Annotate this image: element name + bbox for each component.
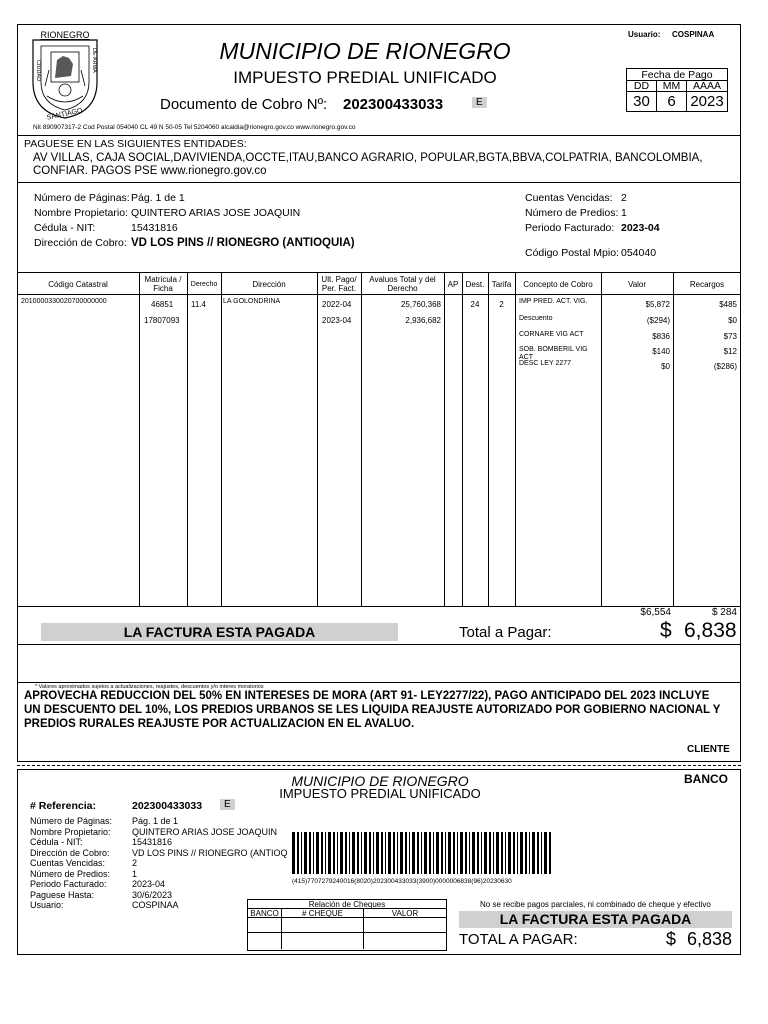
barcode-bar xyxy=(513,832,515,874)
barcode-bar xyxy=(537,832,539,874)
barcode-bar xyxy=(505,832,506,874)
barcode-bar xyxy=(385,832,386,874)
concept-surcharge: $0 xyxy=(728,316,737,325)
doc-badge: E xyxy=(472,97,487,108)
concept-value: $5,872 xyxy=(645,300,670,309)
barcode-bar xyxy=(373,832,374,874)
barcode-bar xyxy=(393,832,395,874)
concept-value: $836 xyxy=(652,332,670,341)
stub-value: VD LOS PINS // RIONEGRO (ANTIOQ xyxy=(132,847,288,858)
barcode-bar xyxy=(445,832,446,874)
stub-ref-label: # Referencia: xyxy=(30,800,96,812)
doc-number-label: Documento de Cobro Nº: xyxy=(160,96,328,113)
cell-matricula: 46851 xyxy=(151,300,174,309)
info-line: Nit 890907317-2 Cod Postal 054040 CL 49 N 50-05 Tel 5204060 alcaldia@rionegro.gov.co www.rionegro.gov.co xyxy=(33,124,356,131)
stub-label: Cuentas Vencidas: xyxy=(30,858,106,868)
seal-right-text: DE ARMA xyxy=(91,48,97,73)
concept-surcharge: $73 xyxy=(723,332,737,341)
barcode-bar xyxy=(340,832,343,874)
rionegro-seal-logo xyxy=(27,30,103,122)
account-labels xyxy=(525,191,619,261)
barcode-bar xyxy=(477,832,479,874)
checks-header-number: # CHEQUE xyxy=(282,909,364,917)
cell-catastral: 2010000330020700000000 xyxy=(21,298,107,305)
checks-title: Relación de Cheques xyxy=(248,900,446,909)
barcode-bar xyxy=(469,832,470,874)
barcode-bar xyxy=(489,832,491,874)
cell-avaluo-2: 2,936,682 xyxy=(405,316,441,325)
barcode-bar xyxy=(417,832,419,874)
owner-labels xyxy=(34,191,130,251)
barcode-bar xyxy=(541,832,542,874)
stub-value: 2 xyxy=(132,858,138,868)
payment-barcode xyxy=(292,832,554,874)
stub-value: QUINTERO ARIAS JOSE JOAQUIN xyxy=(132,826,278,837)
concept-surcharge: ($286) xyxy=(713,362,737,371)
cell-direccion: LA GOLONDRINA xyxy=(223,298,281,305)
period-value: 2023-04 xyxy=(621,222,660,234)
barcode-bar xyxy=(388,832,391,874)
barcode-bar xyxy=(472,832,475,874)
barcode-bar xyxy=(364,832,367,874)
checks-header-value: VALOR xyxy=(391,909,419,918)
total-surcharge: $ 284 xyxy=(711,607,737,618)
col-header-catastral: Código Catastral xyxy=(48,280,108,289)
stub-label: Número de Páginas: xyxy=(30,816,113,826)
payment-date-label: Fecha de Pago xyxy=(627,69,727,81)
dd-value: 30 xyxy=(627,92,657,111)
notice-text: APROVECHA REDUCCION DEL 50% EN INTERESES DE MORA (ART 91- LEY2277/22), PAGO ANTICIPADO DEL 2023 INCLUYE UN DESCUENTO DEL 10%, LOS PREDIOS URBANOS SE LES LIQUIDA REAJUSTE AUTORIZADO POR GOBIERNO NACIONAL Y PREDIOS RURALES REAJUSTE POR ACTUALIZACION EN EL AVALUO. xyxy=(24,690,721,730)
concept-name: CORNARE VIG ACT xyxy=(519,331,584,338)
cell-derecho: 11.4 xyxy=(191,300,206,309)
barcode-bar xyxy=(328,832,331,874)
concept-value: ($294) xyxy=(646,316,670,325)
overdue-label: Cuentas Vencidas: xyxy=(525,192,613,204)
total-currency: $ xyxy=(660,619,672,642)
stub-ref-badge: E xyxy=(220,799,235,810)
stub-value: 15431816 xyxy=(132,837,173,847)
barcode-bar xyxy=(369,832,371,874)
stub-label: Cédula - NIT: xyxy=(30,837,83,847)
barcode-bar xyxy=(520,832,523,874)
owner-id-label: Cédula - NIT: xyxy=(34,222,96,234)
checks-table xyxy=(247,899,447,951)
barcode-bar xyxy=(501,832,503,874)
cell-period-2: 2023-04 xyxy=(322,316,352,325)
barcode-bar xyxy=(349,832,350,874)
account-values xyxy=(621,191,660,261)
stub-labels xyxy=(30,816,112,911)
user-label: Usuario: xyxy=(628,30,661,39)
barcode-bar xyxy=(433,832,434,874)
postal-label: Código Postal Mpio: xyxy=(525,247,619,259)
owner-name-label: Nombre Propietario: xyxy=(34,207,128,219)
address-label: Dirección de Cobro: xyxy=(34,237,127,249)
copy-label-bank: BANCO xyxy=(684,772,728,786)
concept-name: Descuento xyxy=(519,315,553,322)
stub-total-amount: 6,838 xyxy=(687,929,733,949)
stub-municipality: MUNICIPIO DE RIONEGRO xyxy=(291,773,469,789)
address-value: VD LOS PINS // RIONEGRO (ANTIOQUIA) xyxy=(131,237,355,249)
period-label: Periodo Facturado: xyxy=(525,222,615,234)
barcode-bar xyxy=(337,832,338,874)
barcode-bar xyxy=(421,832,422,874)
col-header-recargos: Recargos xyxy=(689,280,725,289)
barcode-bar xyxy=(325,832,326,874)
seal-bottom-text: SANTIAGO xyxy=(46,107,84,122)
stub-value: 2023-04 xyxy=(132,879,166,889)
barcode-bar xyxy=(465,832,467,874)
owner-name: QUINTERO ARIAS JOSE JOAQUIN xyxy=(131,207,301,219)
dd-label: DD xyxy=(627,81,657,91)
yyyy-label: AAAA xyxy=(692,80,721,92)
col-header-concepto: Concepto de Cobro xyxy=(523,280,593,289)
barcode-bar xyxy=(484,832,487,874)
stub-value: COSPINAA xyxy=(132,900,179,910)
barcode-bar xyxy=(409,832,410,874)
stub-value: 1 xyxy=(132,868,138,879)
checks-header-bank: BANCO xyxy=(248,909,282,917)
col-header-matricula: Matricula / Ficha xyxy=(144,275,182,293)
postal-value: 054040 xyxy=(621,247,657,259)
concept-name: SOB. BOMBERIL VIG ACT xyxy=(519,346,588,361)
barcode-bar xyxy=(376,832,379,874)
entities-list-2: CONFIAR. PAGOS PSE www.rionegro.gov.co xyxy=(33,165,267,177)
barcode-bar xyxy=(436,832,439,874)
stub-total-currency: $ xyxy=(666,929,677,949)
cell-tarifa: 2 xyxy=(499,300,504,309)
stub-value: 30/6/2023 xyxy=(132,889,173,900)
barcode-bar xyxy=(345,832,347,874)
seal-left-text: CIUDAD xyxy=(35,60,41,82)
concept-name: DESC LEY 2277 xyxy=(519,360,572,367)
total-amount: 6,838 xyxy=(684,619,737,642)
barcode-bar xyxy=(412,832,415,874)
barcode-bar xyxy=(460,832,463,874)
barcode-bar xyxy=(508,832,511,874)
notice-small: * Valores aproximados sujetos a actualizaciones, reajustes, descuentos y/o interes moratorios xyxy=(35,684,264,690)
barcode-text: (415)7707279240016(8020)202300433033(3900)0000006838(96)20230630 xyxy=(292,878,512,885)
barcode-bar xyxy=(424,832,427,874)
barcode-bar xyxy=(313,832,314,874)
stub-label: Nombre Propietario: xyxy=(30,826,111,837)
mm-value: 6 xyxy=(657,92,687,111)
col-header-tarifa: Tarifa xyxy=(491,280,512,289)
barcode-bar xyxy=(496,832,499,874)
stub-tax-name: IMPUESTO PREDIAL UNIFICADO xyxy=(279,786,481,801)
col-header-derecho: Derecho xyxy=(190,281,218,288)
concept-surcharge: $12 xyxy=(723,347,737,356)
partial-payment-note: No se recibe pagos parciales, ni combinado de cheque y efectivo xyxy=(480,900,711,909)
owner-id: 15431816 xyxy=(131,222,178,234)
barcode-bar xyxy=(532,832,535,874)
user-value: COSPINAA xyxy=(672,30,715,39)
barcode-bar xyxy=(529,832,530,874)
entities-title: PAGUESE EN LAS SIGUIENTES ENTIDADES: xyxy=(24,138,247,150)
doc-number: 202300433033 xyxy=(343,96,444,113)
col-header-dest: Dest. xyxy=(465,280,485,289)
barcode-bar xyxy=(309,832,311,874)
barcode-bar xyxy=(397,832,398,874)
barcode-bar xyxy=(400,832,403,874)
col-header-ap: AP xyxy=(447,280,459,289)
owner-values xyxy=(131,191,355,251)
barcode-bar xyxy=(493,832,494,874)
concept-surcharge: $485 xyxy=(719,300,737,309)
barcode-bar xyxy=(405,832,407,874)
cell-ficha: 17807093 xyxy=(144,316,180,325)
barcode-bar xyxy=(544,832,547,874)
entities-list: AV VILLAS, CAJA SOCIAL,DAVIVIENDA,OCCTE,ITAU,BANCO AGRARIO, POPULAR,BGTA,BBVA,COLPATRIA, BANCOLOMBIA, xyxy=(33,152,703,164)
stub-ref-value: 202300433033 xyxy=(132,800,203,812)
stub-value: Pág. 1 de 1 xyxy=(132,816,179,826)
col-header-direccion: Dirección xyxy=(252,280,286,289)
barcode-bar xyxy=(453,832,455,874)
seal-top-text: RIONEGRO xyxy=(40,30,90,40)
stub-total-label: TOTAL A PAGAR: xyxy=(459,931,578,948)
barcode-bar xyxy=(297,832,299,874)
stub-label: Dirección de Cobro: xyxy=(30,847,110,858)
overdue-value: 2 xyxy=(621,192,627,204)
cell-avaluo-1: 25,760,368 xyxy=(400,300,441,309)
barcode-bar xyxy=(381,832,383,874)
barcode-bar xyxy=(316,832,319,874)
stub-values xyxy=(132,816,288,911)
barcode-bar xyxy=(352,832,355,874)
properties-label: Número de Predios: xyxy=(525,207,619,219)
properties-value: 1 xyxy=(621,207,627,219)
barcode-bar xyxy=(448,832,451,874)
col-header-valor: Valor xyxy=(627,280,647,289)
payment-date-box xyxy=(626,68,728,112)
barcode-bar xyxy=(525,832,527,874)
stub-label: Periodo Facturado: xyxy=(30,879,107,889)
total-label: Total a Pagar: xyxy=(459,624,552,641)
barcode-bar xyxy=(292,832,295,874)
total-value: $6,554 xyxy=(640,607,671,618)
concept-name: IMP PRED. ACT. VIG. xyxy=(519,298,588,305)
barcode-bar xyxy=(321,832,323,874)
pages-value: Pág. 1 de 1 xyxy=(131,192,185,204)
barcode-bar xyxy=(361,832,362,874)
col-header-avaluos: Avaluos Total y del Derecho xyxy=(369,275,436,293)
stub-label: Usuario: xyxy=(30,900,64,910)
stub-label: Paguese Hasta: xyxy=(30,889,95,900)
barcode-bar xyxy=(441,832,443,874)
barcode-bar xyxy=(457,832,458,874)
barcode-bar xyxy=(549,832,551,874)
pages-label: Número de Páginas: xyxy=(34,192,130,204)
barcode-bar xyxy=(304,832,307,874)
barcode-bar xyxy=(333,832,335,874)
mm-label: MM xyxy=(657,81,687,91)
barcode-bar xyxy=(517,832,518,874)
tax-title: IMPUESTO PREDIAL UNIFICADO xyxy=(233,68,497,87)
col-header-ultpago: Ult. Pago/ Per. Fact. xyxy=(321,275,357,293)
barcode-bar xyxy=(481,832,482,874)
cell-dest: 24 xyxy=(470,300,480,309)
municipality-title: MUNICIPIO DE RIONEGRO xyxy=(219,38,511,64)
copy-label-client: CLIENTE xyxy=(687,744,730,755)
concept-value: $140 xyxy=(652,347,670,356)
paid-status-banner: LA FACTURA ESTA PAGADA xyxy=(41,623,398,641)
cell-period-1: 2022-04 xyxy=(322,300,352,309)
barcode-bar xyxy=(357,832,359,874)
stub-paid-banner: LA FACTURA ESTA PAGADA xyxy=(459,911,732,928)
stub-label: Número de Predios: xyxy=(30,868,111,879)
concept-value: $0 xyxy=(661,362,670,371)
yyyy-value: 2023 xyxy=(690,93,724,110)
barcode-bar xyxy=(429,832,431,874)
barcode-bar xyxy=(301,832,302,874)
cut-line xyxy=(17,765,741,766)
